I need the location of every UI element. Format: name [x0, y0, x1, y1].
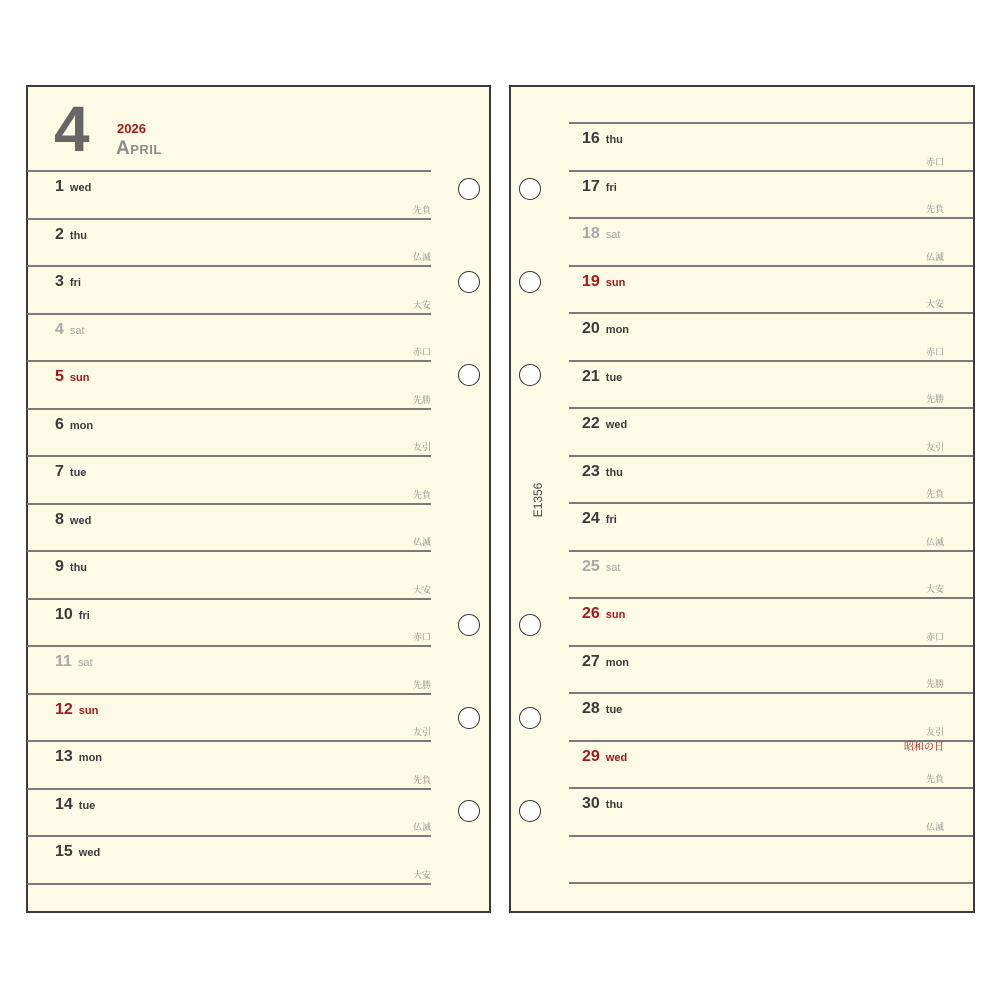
row-rule — [27, 170, 431, 172]
day-label — [55, 844, 100, 860]
day-number: 28 — [582, 700, 600, 717]
day-of-week: wed — [605, 751, 628, 764]
day-label — [55, 512, 91, 528]
binder-hole — [458, 800, 480, 822]
rokuyo-label: 先勝 — [925, 679, 944, 689]
rokuyo-label: 先負 — [412, 774, 431, 785]
row-rule — [27, 788, 431, 790]
rokuyo-label: 赤口 — [925, 631, 944, 642]
day-of-week: thu — [605, 799, 623, 811]
day-of-week: mon — [605, 324, 630, 336]
holiday-name: 昭和の日 — [904, 741, 944, 753]
day-label — [582, 606, 625, 622]
rokuyo-label: 先勝 — [925, 394, 944, 404]
row-rule — [569, 692, 973, 694]
day-label — [582, 274, 625, 290]
row-rule — [27, 645, 431, 647]
row-rule — [27, 408, 431, 410]
row-rule — [27, 265, 431, 267]
day-of-week: wed — [69, 182, 92, 194]
row-rule — [27, 693, 431, 695]
day-of-week: tue — [69, 467, 87, 479]
day-label — [582, 511, 617, 527]
day-label — [582, 131, 623, 147]
row-rule — [569, 835, 973, 837]
row-rule — [569, 597, 973, 599]
rokuyo-label: 仏滅 — [412, 252, 431, 262]
day-number: 17 — [582, 177, 600, 195]
rokuyo-label: 赤口 — [412, 632, 431, 642]
day-label — [582, 796, 623, 812]
day-of-week: sun — [69, 372, 90, 384]
day-label — [55, 227, 87, 243]
day-of-week: sun — [605, 276, 626, 289]
rokuyo-label: 仏滅 — [412, 822, 431, 832]
binder-hole — [458, 364, 480, 386]
row-rule — [27, 835, 431, 837]
day-of-week: sun — [78, 704, 99, 717]
rokuyo-label: 先勝 — [412, 394, 431, 405]
row-rule — [569, 122, 973, 124]
day-label — [582, 226, 620, 242]
day-label — [55, 464, 86, 480]
day-label — [582, 749, 627, 765]
rokuyo-label: 先負 — [925, 204, 944, 214]
day-of-week: sat — [605, 561, 621, 574]
row-rule — [569, 312, 973, 314]
day-number: 27 — [582, 652, 600, 670]
binder-hole — [519, 614, 541, 636]
day-number: 23 — [582, 462, 600, 480]
day-number: 6 — [55, 415, 64, 433]
day-number: 26 — [582, 605, 600, 622]
day-number: 3 — [55, 273, 64, 290]
day-label — [55, 274, 81, 290]
day-of-week: tue — [78, 799, 96, 812]
year-label: 2026 — [117, 121, 146, 136]
day-of-week: fri — [78, 609, 90, 622]
day-number: 7 — [55, 463, 64, 480]
rokuyo-label: 仏滅 — [925, 536, 944, 547]
row-rule — [569, 502, 973, 504]
day-of-week: wed — [69, 514, 92, 527]
row-rule — [27, 598, 431, 600]
binder-hole — [519, 800, 541, 822]
day-number: 5 — [55, 368, 64, 385]
row-rule — [27, 740, 431, 742]
month-name: April — [116, 138, 162, 159]
day-of-week: thu — [605, 134, 623, 146]
day-label — [55, 797, 95, 813]
row-rule — [27, 503, 431, 505]
day-number: 15 — [55, 843, 73, 860]
binder-hole — [519, 178, 541, 200]
row-rule — [569, 407, 973, 409]
rokuyo-label: 大安 — [412, 299, 431, 310]
day-number: 9 — [55, 558, 64, 575]
day-of-week: mon — [69, 419, 94, 432]
day-of-week: tue — [605, 371, 623, 384]
day-of-week: mon — [78, 752, 103, 764]
day-of-week: fri — [605, 514, 617, 526]
rokuyo-label: 先勝 — [412, 679, 431, 690]
day-of-week: fri — [605, 181, 617, 194]
rokuyo-label: 赤口 — [412, 347, 431, 357]
rokuyo-label: 仏滅 — [412, 537, 431, 547]
day-number: 4 — [55, 320, 64, 338]
day-of-week: tue — [605, 704, 623, 716]
day-label — [55, 322, 85, 338]
day-label — [582, 416, 627, 432]
day-number: 30 — [582, 795, 600, 812]
row-rule — [569, 265, 973, 267]
day-label — [55, 559, 87, 575]
row-rule — [569, 360, 973, 362]
day-number: 20 — [582, 320, 600, 337]
day-of-week: sat — [605, 229, 621, 241]
rokuyo-label: 友引 — [925, 726, 944, 737]
day-number: 16 — [582, 130, 600, 147]
rokuyo-label: 先負 — [412, 489, 431, 500]
day-number: 19 — [582, 272, 600, 290]
rokuyo-label: 仏滅 — [925, 821, 944, 832]
day-label — [582, 701, 622, 717]
day-number: 21 — [582, 367, 600, 385]
day-label — [582, 464, 623, 480]
day-label — [55, 654, 93, 670]
rokuyo-label: 大安 — [925, 584, 944, 594]
day-number: 12 — [55, 700, 73, 718]
rokuyo-label: 友引 — [412, 442, 431, 452]
day-label — [55, 607, 90, 623]
day-label — [55, 417, 93, 433]
row-rule — [569, 217, 973, 219]
day-number: 25 — [582, 557, 600, 575]
day-of-week: mon — [605, 656, 630, 669]
row-rule — [569, 550, 973, 552]
day-number: 14 — [55, 795, 73, 813]
binder-hole — [458, 178, 480, 200]
row-rule — [27, 455, 431, 457]
binder-hole — [458, 707, 480, 729]
product-code: E1356 — [531, 482, 545, 518]
day-label — [55, 369, 89, 385]
binder-hole — [519, 707, 541, 729]
day-label — [582, 179, 617, 195]
row-rule — [569, 455, 973, 457]
day-label — [582, 559, 620, 575]
day-of-week: sun — [605, 609, 626, 621]
row-rule — [27, 883, 431, 885]
rokuyo-label: 先負 — [925, 489, 944, 499]
day-number: 8 — [55, 510, 64, 528]
row-rule — [569, 882, 973, 884]
rokuyo-label: 赤口 — [925, 156, 944, 167]
day-number: 29 — [582, 747, 600, 765]
rokuyo-label: 友引 — [925, 441, 944, 452]
day-of-week: thu — [69, 562, 88, 574]
day-number: 13 — [55, 748, 73, 765]
day-number: 11 — [55, 653, 72, 670]
rokuyo-label: 大安 — [925, 299, 944, 309]
binder-hole — [458, 614, 480, 636]
day-label — [582, 369, 622, 385]
day-label — [55, 179, 91, 195]
day-of-week: fri — [69, 277, 81, 289]
rokuyo-label: 先負 — [925, 774, 944, 784]
day-label — [55, 702, 98, 718]
row-rule — [27, 218, 431, 220]
binder-hole — [519, 271, 541, 293]
rokuyo-label: 先負 — [412, 204, 431, 215]
row-rule — [569, 787, 973, 789]
rokuyo-label: 大安 — [412, 584, 431, 595]
day-number: 22 — [582, 415, 600, 432]
row-rule — [569, 645, 973, 647]
day-of-week: sat — [77, 657, 93, 669]
row-rule — [27, 550, 431, 552]
month-number: 4 — [54, 93, 90, 165]
rokuyo-label: 大安 — [412, 869, 431, 880]
binder-hole — [519, 364, 541, 386]
day-number: 1 — [55, 178, 64, 195]
row-rule — [27, 360, 431, 362]
day-number: 10 — [55, 605, 73, 623]
binder-hole — [458, 271, 480, 293]
row-rule — [27, 313, 431, 315]
rokuyo-label: 友引 — [412, 727, 431, 737]
rokuyo-label: 赤口 — [925, 346, 944, 357]
day-number: 24 — [582, 510, 600, 527]
day-of-week: sat — [69, 324, 85, 337]
row-rule — [569, 170, 973, 172]
day-number: 18 — [582, 225, 600, 242]
day-of-week: thu — [605, 466, 623, 479]
day-of-week: wed — [605, 419, 628, 431]
day-label — [582, 321, 629, 337]
day-of-week: thu — [69, 229, 88, 242]
day-number: 2 — [55, 225, 64, 243]
day-label — [582, 654, 629, 670]
day-label — [55, 749, 102, 765]
day-of-week: wed — [78, 847, 101, 859]
rokuyo-label: 仏滅 — [925, 251, 944, 262]
